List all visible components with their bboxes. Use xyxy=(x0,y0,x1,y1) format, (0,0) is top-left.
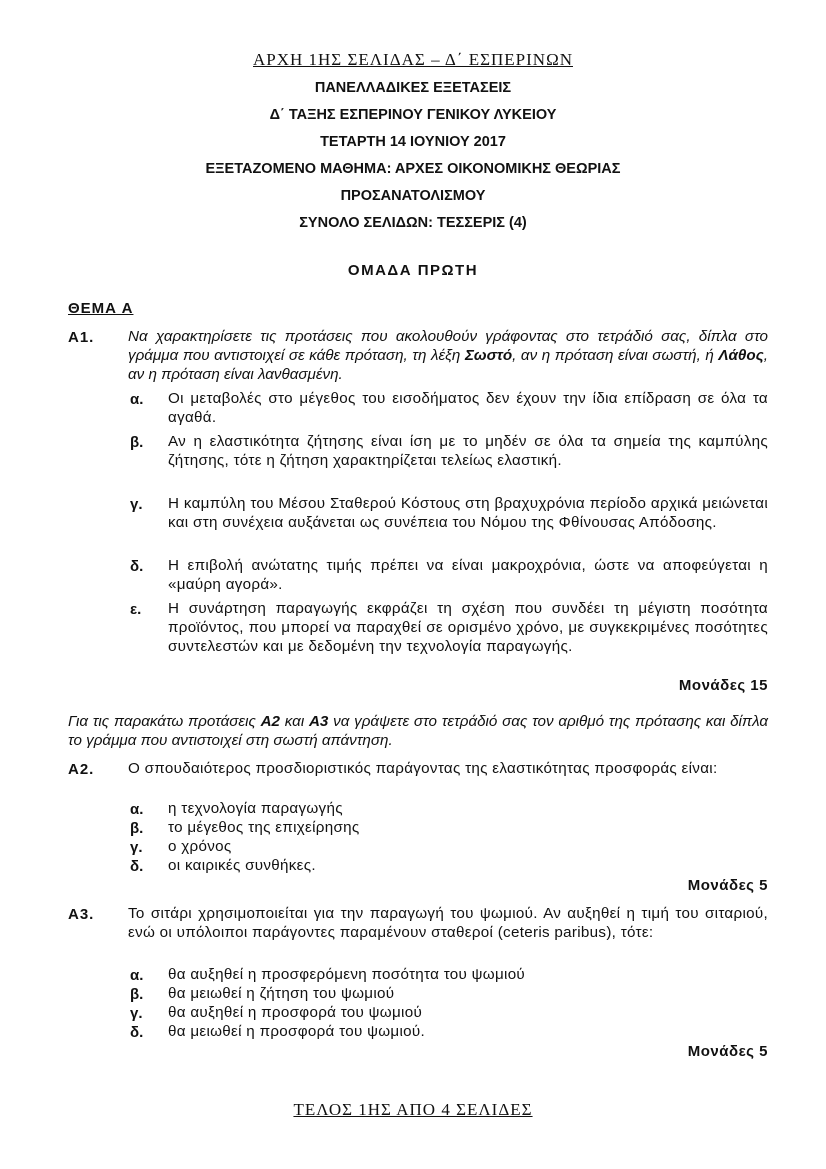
a3-option-letter: δ. xyxy=(130,1024,144,1041)
a2-marks: Μονάδες 5 xyxy=(687,877,768,894)
a2-option-text: η τεχνολογία παραγωγής xyxy=(168,800,343,817)
instr-part2: , αν η πρόταση είναι σωστή, ή xyxy=(512,347,719,364)
word-wrong: Λάθος xyxy=(718,347,764,364)
question-a3-number: Α3. xyxy=(68,906,95,923)
header-line-pages: ΣΥΝΟΛΟ ΣΕΛΙΔΩΝ: ΤΕΣΣΕΡΙΣ (4) xyxy=(299,215,527,231)
theme-title: ΘΕΜΑ Α xyxy=(68,300,134,317)
header-line-class: Δ΄ ΤΑΞΗΣ ΕΣΠΕΡΙΝΟΥ ΓΕΝΙΚΟΥ ΛΥΚΕΙΟΥ xyxy=(269,107,557,123)
question-a1-instructions xyxy=(128,327,768,384)
a1-marks: Μονάδες 15 xyxy=(678,677,768,694)
a1-option-letter: δ. xyxy=(130,558,144,575)
instr-part1: Να χαρακτηρίσετε τις προτάσεις που ακολουθούν γράφοντας στο τετράδιό σας, δίπλα στο γράμμα που αντιστοιχεί σε κάθε πρόταση, τη λέξη xyxy=(128,328,768,364)
a2-option-text: το μέγεθος της επιχείρησης xyxy=(168,819,360,836)
word-correct: Σωστό xyxy=(464,347,513,364)
page-header: ΑΡΧΗ 1ΗΣ ΣΕΛΙΔΑΣ – Δ΄ ΕΣΠΕΡΙΝΩΝ xyxy=(253,50,573,69)
a3-option-letter: γ. xyxy=(130,1005,143,1022)
header-line-orientation: ΠΡΟΣΑΝΑΤΟΛΙΣΜΟΥ xyxy=(340,188,486,204)
a1-option-letter: α. xyxy=(130,391,144,408)
instr-part3: , αν η πρόταση είναι λανθασμένη. xyxy=(128,347,768,383)
intro-part3: να γράψετε στο τετράδιό σας τον αριθμό της πρότασης και δίπλα το γράμμα που αντιστοιχεί στη σωστή απάντηση. xyxy=(68,713,768,749)
intro-a3-ref: Α3 xyxy=(308,713,329,730)
intro-part1: Για τις παρακάτω προτάσεις xyxy=(68,713,261,730)
a1-option-letter: β. xyxy=(130,434,144,451)
page-footer: ΤΕΛΟΣ 1ΗΣ ΑΠΟ 4 ΣΕΛΙΔΕΣ xyxy=(293,1100,533,1119)
a2-option-text: ο χρόνος xyxy=(168,838,232,855)
a1-option-text: Η συνάρτηση παραγωγής εκφράζει τη σχέση που συνδέει τη μέγιστη ποσότητα προϊόντος, που μπορεί να παραχθεί σε ορισμένο χρόνο, με συγκεκριμένες ποσότητες συντελεστών και με δεδομένη την τεχνολογία παραγωγής. xyxy=(168,600,768,655)
group-title: ΟΜΑΔΑ ΠΡΩΤΗ xyxy=(347,262,479,279)
a3-marks: Μονάδες 5 xyxy=(687,1043,768,1060)
a2-option-text: οι καιρικές συνθήκες. xyxy=(168,857,316,874)
a1-option-text: Η καμπύλη του Μέσου Σταθερού Κόστους στη βραχυχρόνια περίοδο αρχικά μειώνεται και στη συνέχεια αυξάνεται ως συνέπεια του Νόμου της Φθίνουσας Απόδοσης. xyxy=(168,495,768,531)
intro-a2-ref: Α2 xyxy=(260,713,281,730)
a2-option-letter: δ. xyxy=(130,858,144,875)
a3-option-letter: β. xyxy=(130,986,144,1003)
a2-option-letter: γ. xyxy=(130,839,143,856)
intro-part2: και xyxy=(280,713,309,730)
a2-option-letter: α. xyxy=(130,801,144,818)
header-line-exams: ΠΑΝΕΛΛΑΔΙΚΕΣ ΕΞΕΤΑΣΕΙΣ xyxy=(314,80,512,96)
a3-option-text: θα αυξηθεί η προσφορά του ψωμιού xyxy=(168,1004,423,1021)
a1-option-text: Η επιβολή ανώτατης τιμής πρέπει να είναι μακροχρόνια, ώστε να αποφεύγεται η «μαύρη αγορά». xyxy=(168,557,768,593)
question-a2-number: Α2. xyxy=(68,761,95,778)
a2-option-letter: β. xyxy=(130,820,144,837)
a3-option-text: θα αυξηθεί η προσφερόμενη ποσότητα του ψωμιού xyxy=(168,966,526,983)
header-line-date: ΤΕΤΑΡΤΗ 14 ΙΟΥΝΙΟΥ 2017 xyxy=(320,134,506,150)
a2-a3-instructions xyxy=(68,712,768,750)
header-line-subject: ΕΞΕΤΑΖΟΜΕΝΟ ΜΑΘΗΜΑ: ΑΡΧΕΣ ΟΙΚΟΝΟΜΙΚΗΣ ΘΕΩΡΙΑΣ xyxy=(205,161,621,177)
a1-option-text: Αν η ελαστικότητα ζήτησης είναι ίση με το μηδέν σε όλα τα σημεία της καμπύλης ζήτησης, τότε η ζήτηση χαρακτηρίζεται τελείως ελαστική. xyxy=(168,433,768,469)
question-a1-number: Α1. xyxy=(68,329,95,346)
question-a3-text: Το σιτάρι χρησιμοποιείται για την παραγωγή του ψωμιού. Αν αυξηθεί η τιμή του σιταριού, ενώ οι υπόλοιποι παράγοντες παραμένουν σταθεροί (ceteris paribus), τότε: xyxy=(128,905,768,941)
a3-option-text: θα μειωθεί η ζήτηση του ψωμιού xyxy=(168,985,395,1002)
a1-option-letter: γ. xyxy=(130,496,143,513)
question-a2-text: Ο σπουδαιότερος προσδιοριστικός παράγοντας της ελαστικότητας προσφοράς είναι: xyxy=(128,760,718,777)
a1-option-text: Οι μεταβολές στο μέγεθος του εισοδήματος δεν έχουν την ίδια επίδραση σε όλα τα αγαθά. xyxy=(168,390,768,426)
a3-option-letter: α. xyxy=(130,967,144,984)
a3-option-text: θα μειωθεί η προσφορά του ψωμιού. xyxy=(168,1023,425,1040)
a1-option-letter: ε. xyxy=(130,601,142,618)
